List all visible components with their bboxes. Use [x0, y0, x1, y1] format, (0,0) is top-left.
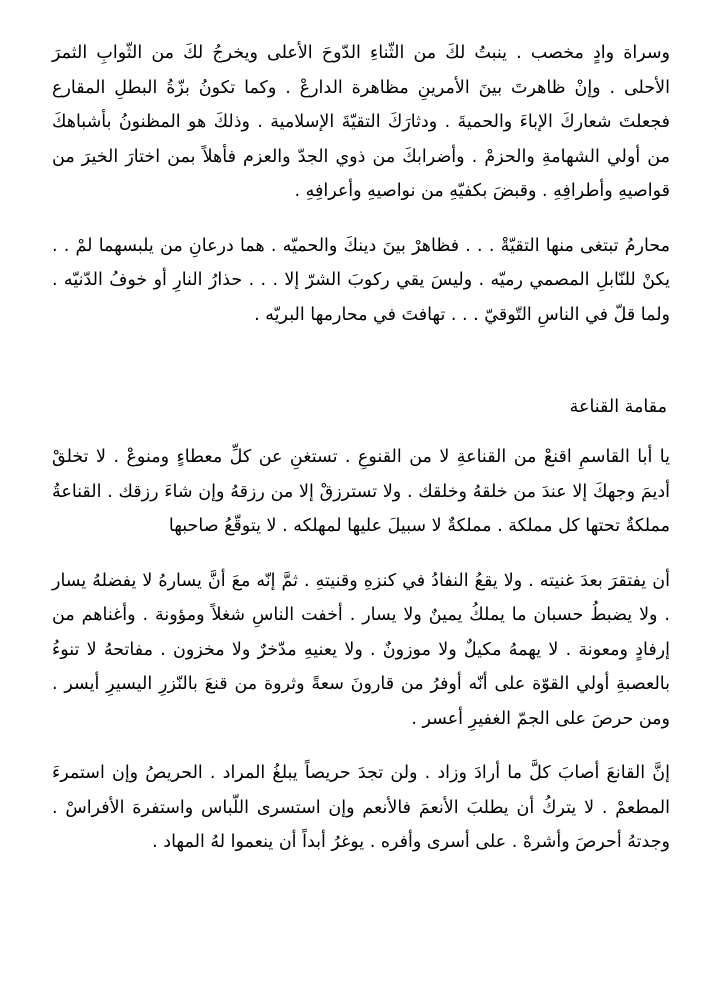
paragraph-4: أن يفتقرَ بعدَ غنيته . ولا يقعُ النفادُ في كنزهِ وقنيتهِ . ثمَّ إنّه معَ أنَّ يسارهُ لا يفضلهُ يسار . ولا يضبطُ حسبان ما يملكُ يمينٌ ولا يسار . أخفت الناسِ شغلاً ومؤونة . وأغناهم من إرفادٍ ومعونة . لا يهمهُ مكيلٌ ولا موزونٌ . ولا يعنيهِ مدّخرٌ ولا مخزون . مفاتحهُ لا تنوءُ بالعصبةِ أولي القوّة على أنّه أوفرُ من قارونَ سعةً وثروة من قنعَ بالنّزرِ اليسيرِ أيسر . ومن حرصَ على الجمّ الغفيرِ أعسر .	[52, 570, 670, 729]
paragraph-1: وسراة وادٍ مخصب . ينبتُ لكَ من الثّناءِ الدّوحَ الأعلى ويخرجُ لكَ من الثّوابِ الثمرَ الأحلى . وإنْ ظاهرتَ بينَ الأمرينِ مظاهرة الدارعْ . وكما تكونُ بزّةُ البطلِ المقارع فجعلتَ شعاركَ الإباءَ والحميةَ . ودثارَكَ التقيّةَ الإسلامية . وذلكَ هو المظنونُ بأشباهكَ من أولي الشهامةِ والحزمْ . وأضرابكَ من ذوي الجدّ والعزم فأهلاً بمن اختارَ الخيرَ من قواصيهِ وأطرافِهِ . وقبضَ بكفيّهِ من نواصيهِ وأعرافِهِ .	[52, 43, 670, 201]
paragraph-3: يا أبا القاسمِ اقنعْ من القناعةِ لا من القنوعِ . تستغنِ عن كلِّ معطاءٍ ومنوعْ . لا تخلقْ أديمَ وجهكَ إلا عندَ من خلقهُ وخلقك . ولا تسترزقْ إلا من رزقهُ وإن شاءَ رزقك . القناعةُ مملكةٌ تحتها كل مملكة . مملكةٌ لا سبيلَ عليها لمهلكه . لا يتوقّعُ صاحبها	[52, 447, 670, 536]
document-page	[52, 36, 670, 860]
section-title: مقامة القناعة	[569, 397, 667, 417]
paragraph-5: إنَّ القانعَ أصابَ كلَّ ما أرادَ وزاد . ولن تجدَ حريصاً يبلغُ المراد . الحريصُ وإن استمرءَ المطعمْ . لا يتركُ أن يطلبَ الأنعمَ فالأنعم وإن استسرى اللّباس واستفرهَ الأفراسْ . وجدتهُ أحرصَ وأشرهْ . على أسرى وأفره . يوغرُ أبداً أن ينعموا لهُ المهاد .	[52, 763, 670, 852]
paragraph-2-verse: محارمُ تبتغى منها التقيّةْ . . . فظاهرْ بينَ دينكَ والحميّه . هما درعانِ من يلبسهما لمْ . . يكنْ للنّابلِ المصمي رميّه . وليسَ يقي ركوبَ الشرّ إلا . . . حذارُ النارِ أو خوفُ الدّنيّه . ولما قلّ في الناسِ التّوقيّ . . . تهافتَ في محارمها البريّه .	[52, 235, 670, 325]
